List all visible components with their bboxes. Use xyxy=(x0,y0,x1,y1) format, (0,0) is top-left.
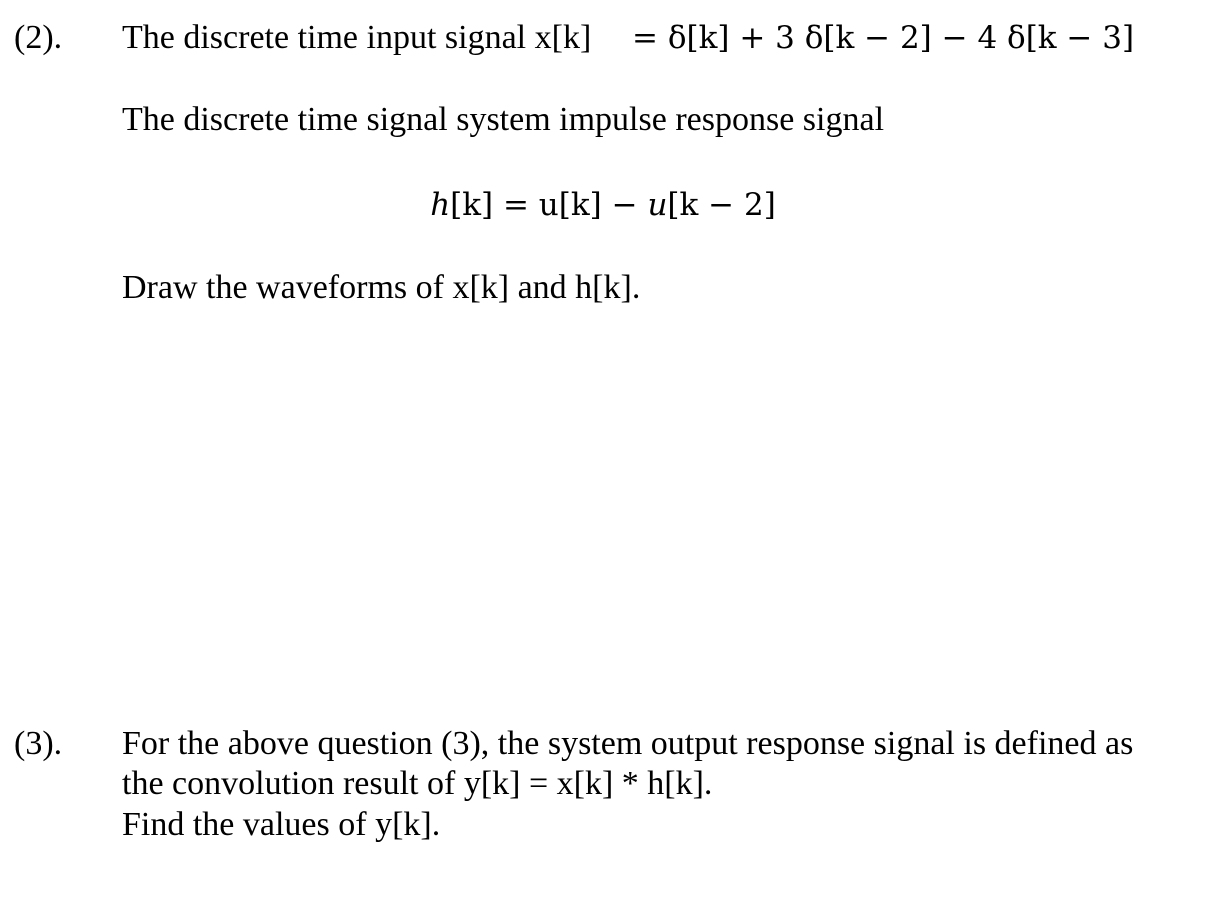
h-equation-middle: [k] = u[k] − xyxy=(450,187,648,223)
h-equation-tail: [k − 2] xyxy=(667,187,776,223)
question-3-line-2: the convolution result of y[k] = x[k] * h[k]. xyxy=(122,765,713,802)
impulse-response-equation xyxy=(0,185,1206,225)
question-3-line-1: For the above question (3), the system output response signal is defined as xyxy=(122,725,1134,762)
question-2-instruction: Draw the waveforms of x[k] and h[k]. xyxy=(122,269,641,306)
question-2-number: (2). xyxy=(14,19,63,56)
question-3-number: (3). xyxy=(14,725,63,762)
question-2-line-2: The discrete time signal system impulse response signal xyxy=(122,101,885,138)
input-signal-equation: = δ[k] + 3 δ[k − 2] − 4 δ[k − 3] xyxy=(632,20,1135,56)
question-3-line-3: Find the values of y[k]. xyxy=(122,806,441,843)
question-2-line-1 xyxy=(122,18,591,58)
h-symbol: h xyxy=(430,187,451,223)
u-symbol: u xyxy=(647,187,668,223)
input-signal-text: The discrete time input signal x[k] xyxy=(122,19,592,56)
